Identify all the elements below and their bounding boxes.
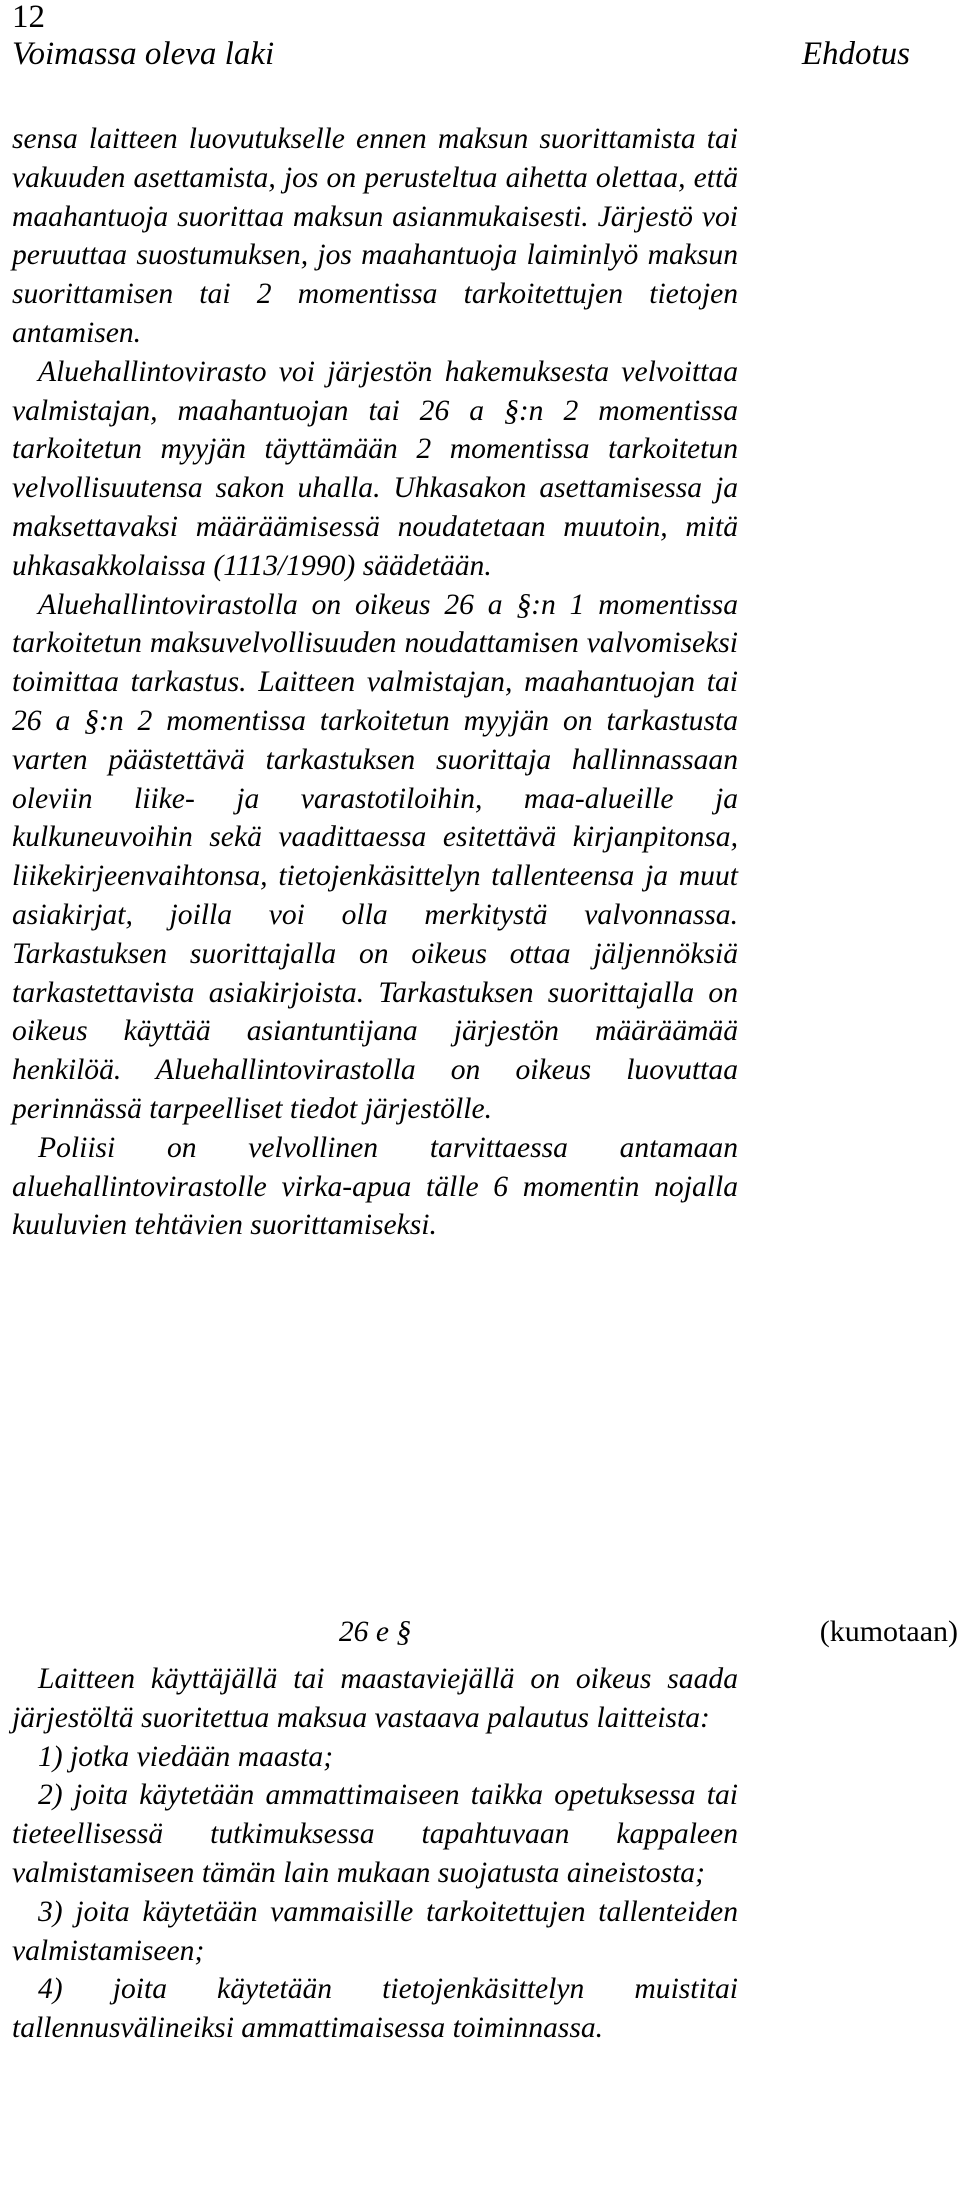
- paragraph-continuation: sensa laitteen luovutukselle ennen maksun suorittamista tai vakuuden asettamista, jos on perusteltua aihetta olettaa, että maahantuoja suorittaa maksun asianmukaisesti. Järjestö voi peruuttaa suostumuksen, jos maahantuoja laiminlyö maksun suorittamisen tai 2 momentissa tarkoitettujen tietojen antamisen.: [12, 123, 738, 349]
- proposal-repealed-note: (kumotaan): [819, 1615, 958, 1648]
- section-26e-text: [12, 1660, 738, 2048]
- paragraph-police-assistance: Poliisi on velvollinen tarvittaessa antamaan aluehallintovirastolle virka-apua tälle 6 momentin nojalla kuuluvien tehtävien suorittamiseksi.: [12, 1131, 738, 1242]
- list-item: 2) joita käytetään ammattimaiseen taikka opetuksessa tai tieteellisessä tutkimuksessa tapahtuvaan kappaleen valmistamiseen tämän lain mukaan suojatusta aineistosta;: [12, 1779, 738, 1889]
- section-26e-intro: Laitteen käyttäjällä tai maastaviejällä on oikeus saada järjestöltä suoritettua maksua vastaava palautus laitteista:: [12, 1663, 738, 1734]
- current-law-text: [12, 120, 738, 1245]
- list-item: 3) joita käytetään vammaisille tarkoitettujen tallenteiden valmistamiseen;: [12, 1895, 738, 1967]
- list-item: 1) jotka viedään maasta;: [38, 1740, 334, 1773]
- paragraph-penalty: Aluehallintovirasto voi järjestön hakemuksesta velvoittaa valmistajan, maahantuojan tai 26 a §:n 2 momentissa tarkoitetun myyjän täyttämään 2 momentissa tarkoitetun velvollisuutensa sakon uhalla. Uhkasakon asettamisessa ja maksettavaksi määräämisessä noudatetaan muutoin, mitä uhkasakkolaissa (1113/1990) säädetään.: [12, 355, 738, 582]
- header-proposal: Ehdotus: [801, 36, 910, 72]
- list-item: 4) joita käytetään tietojenkäsittelyn muistitai tallennusvälineiksi ammattimaisessa toiminnassa.: [12, 1973, 738, 2045]
- page-number: 12: [12, 0, 45, 35]
- paragraph-inspection: Aluehallintovirastolla on oikeus 26 a §:n 1 momentissa tarkoitetun maksuvelvollisuuden noudattamisen valvomiseksi toimittaa tarkastus. Laitteen valmistajan, maahantuojan tai 26 a §:n 2 momentissa tarkoitetun myyjän on tarkastusta varten päästettävä tarkastuksen suorittaja hallinnassaan oleviin liike- ja varastotiloihin, maa-alueille ja kulkuneuvoihin sekä vaadittaessa esitettävä kirjanpitonsa, liikekirjeenvaihtonsa, tietojenkäsittelyn tallenteensa ja muut asiakirjat, joilla voi olla merkitystä valvonnassa. Tarkastuksen suorittajalla on oikeus ottaa jäljennöksiä tarkastettavista asiakirjoista. Tarkastuksen suorittajalla on oikeus käyttää asiantuntijana järjestön määräämää henkilöä. Aluehallintovirastolla on oikeus luovuttaa perinnässä tarpeelliset tiedot järjestölle.: [12, 588, 738, 1125]
- section-heading-26e: 26 e §: [338, 1616, 412, 1648]
- header-current-law: Voimassa oleva laki: [12, 36, 275, 72]
